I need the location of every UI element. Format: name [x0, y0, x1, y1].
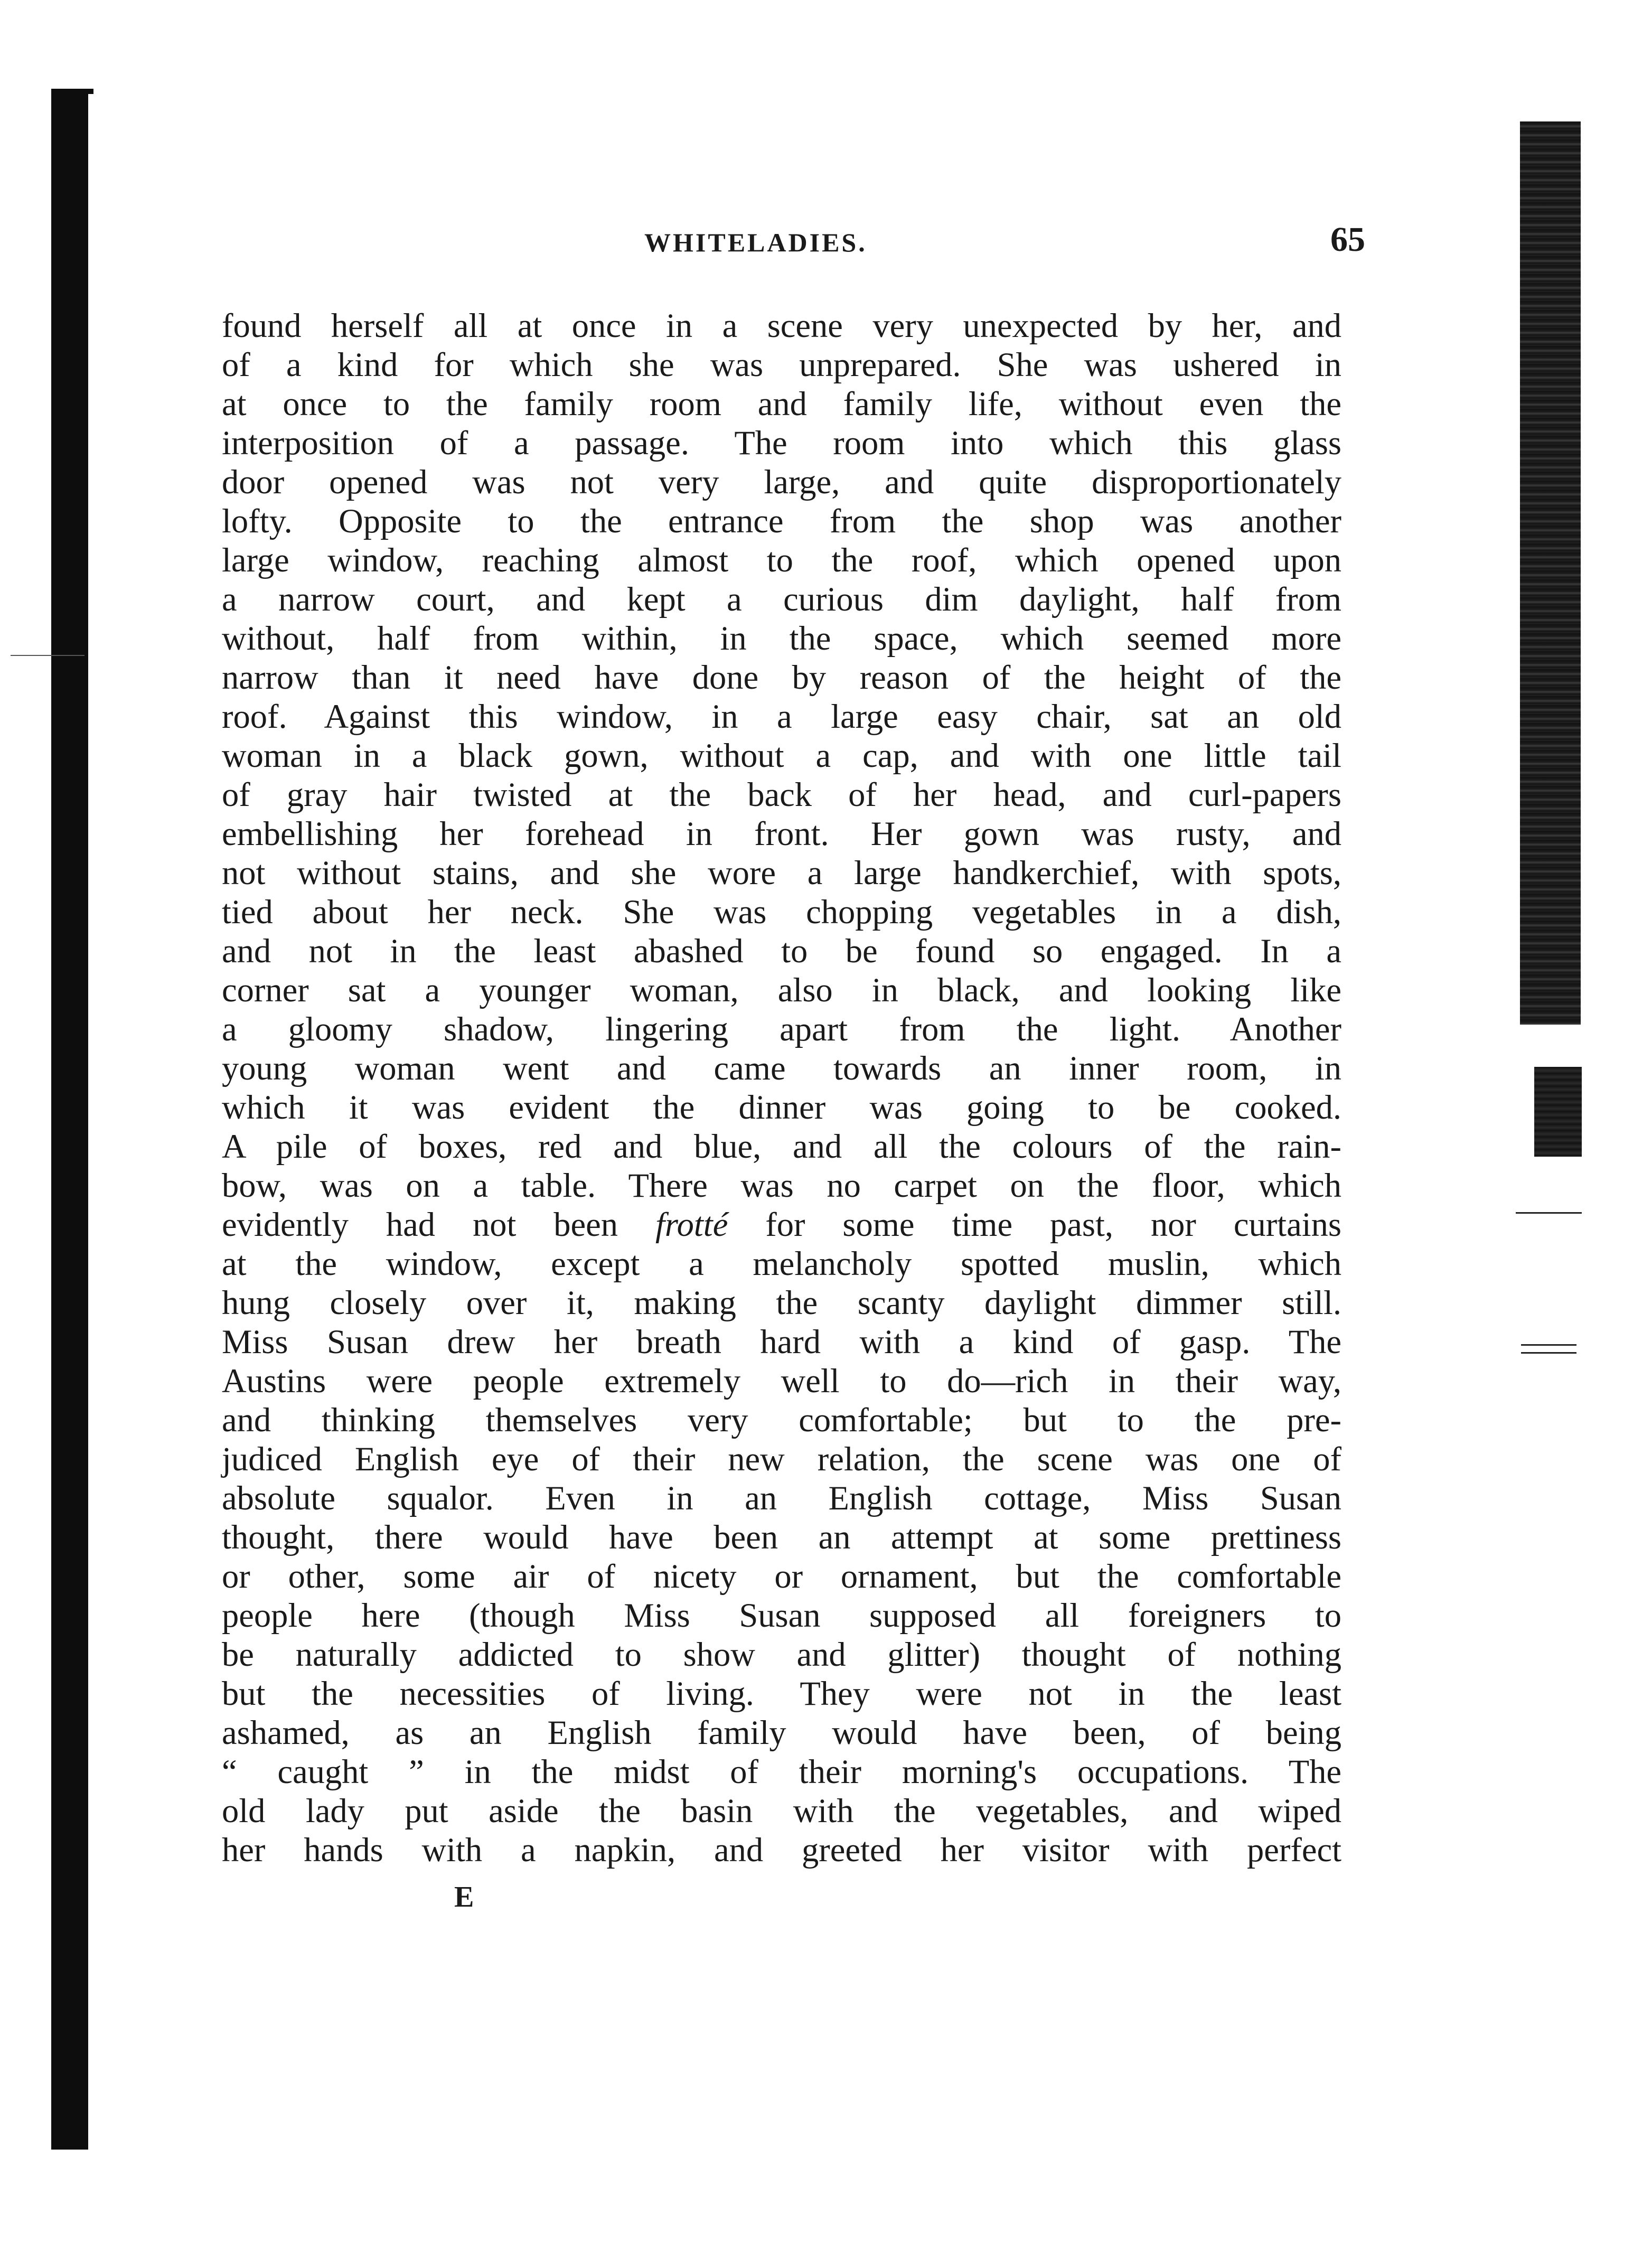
- text-line: old lady put aside the basin with the vegetables, and wiped: [222, 1792, 1341, 1830]
- text-line: A pile of boxes, red and blue, and all the colours of the rain-: [222, 1128, 1341, 1165]
- text-line: of gray hair twisted at the back of her head, and curl-papers: [222, 776, 1341, 813]
- text-line: her hands with a napkin, and greeted her visitor with perfect: [222, 1831, 1341, 1869]
- text-line: corner sat a younger woman, also in black, and looking like: [222, 971, 1341, 1009]
- text-line: young woman went and came towards an inner room, in: [222, 1049, 1341, 1087]
- text-line: narrow than it need have done by reason of the height of the: [222, 659, 1341, 696]
- text-line: people here (though Miss Susan supposed all foreigners to: [222, 1597, 1341, 1634]
- text-line: embellishing her forehead in front. Her gown was rusty, and: [222, 815, 1341, 852]
- text-line: absolute squalor. Even in an English cottage, Miss Susan: [222, 1479, 1341, 1517]
- italic-word: frotté: [655, 1206, 728, 1243]
- text-line: judiced English eye of their new relation, the scene was one of: [222, 1440, 1341, 1478]
- text-line: not without stains, and she wore a large handkerchief, with spots,: [222, 854, 1341, 892]
- text-line: which it was evident the dinner was going to be cooked.: [222, 1089, 1341, 1126]
- running-title: WHITELADIES.: [644, 228, 867, 257]
- body-text: [222, 306, 1341, 1870]
- page-number: 65: [1330, 220, 1365, 259]
- text-line: and not in the least abashed to be found so engaged. In a: [222, 932, 1341, 970]
- running-head: [222, 217, 1365, 275]
- text-line: and thinking themselves very comfortable; but to the pre-: [222, 1401, 1341, 1439]
- text-line: ashamed, as an English family would have been, of being: [222, 1714, 1341, 1751]
- text-line: thought, there would have been an attempt at some prettiness: [222, 1518, 1341, 1556]
- text-line: be naturally addicted to show and glitter) thought of nothing: [222, 1636, 1341, 1673]
- text-line: Austins were people extremely well to do—rich in their way,: [222, 1362, 1341, 1400]
- text-line: hung closely over it, making the scanty daylight dimmer still.: [222, 1284, 1341, 1321]
- text-line: large window, reaching almost to the roof, which opened upon: [222, 541, 1341, 579]
- scan-page-edge-right-lower: [1534, 1067, 1582, 1157]
- text-line: at the window, except a melancholy spotted muslin, which: [222, 1245, 1341, 1282]
- text-line: at once to the family room and family life, without even the: [222, 385, 1341, 423]
- scan-border-left: [51, 90, 88, 2150]
- text-line: door opened was not very large, and quite disproportionately: [222, 463, 1341, 501]
- text-line: a narrow court, and kept a curious dim daylight, half from: [222, 580, 1341, 618]
- text-line: but the necessities of living. They were not in the least: [222, 1675, 1341, 1712]
- signature-mark: E: [454, 1881, 474, 1913]
- scan-rule-mark: [11, 655, 85, 656]
- text-line: Miss Susan drew her breath hard with a kind of gasp. The: [222, 1323, 1341, 1361]
- text-line: a gloomy shadow, lingering apart from the light. Another: [222, 1010, 1341, 1048]
- text-line: interposition of a passage. The room into which this glass: [222, 424, 1341, 462]
- scan-rule-mark: [1521, 1344, 1576, 1346]
- text-line: or other, some air of nicety or ornament, but the comfortable: [222, 1558, 1341, 1595]
- book-page: [222, 217, 1365, 1870]
- text-line: “ caught ” in the midst of their morning's occupations. The: [222, 1753, 1341, 1790]
- scan-page-edge-right: [1520, 121, 1581, 1025]
- text-line: roof. Against this window, in a large easy chair, sat an old: [222, 698, 1341, 735]
- text-line: woman in a black gown, without a cap, and with one little tail: [222, 737, 1341, 774]
- text-line: tied about her neck. She was chopping vegetables in a dish,: [222, 893, 1341, 931]
- text-line: without, half from within, in the space, which seemed more: [222, 620, 1341, 657]
- scan-rule-mark: [1521, 1352, 1576, 1354]
- text-line: found herself all at once in a scene very unexpected by her, and: [222, 307, 1341, 344]
- scan-rule-mark: [1516, 1212, 1582, 1214]
- text-line: lofty. Opposite to the entrance from the shop was another: [222, 502, 1341, 540]
- text-line: of a kind for which she was unprepared. She was ushered in: [222, 346, 1341, 383]
- text-line: bow, was on a table. There was no carpet on the floor, which: [222, 1167, 1341, 1204]
- text-line: evidently had not been frotté for some time past, nor curtains: [222, 1206, 1341, 1243]
